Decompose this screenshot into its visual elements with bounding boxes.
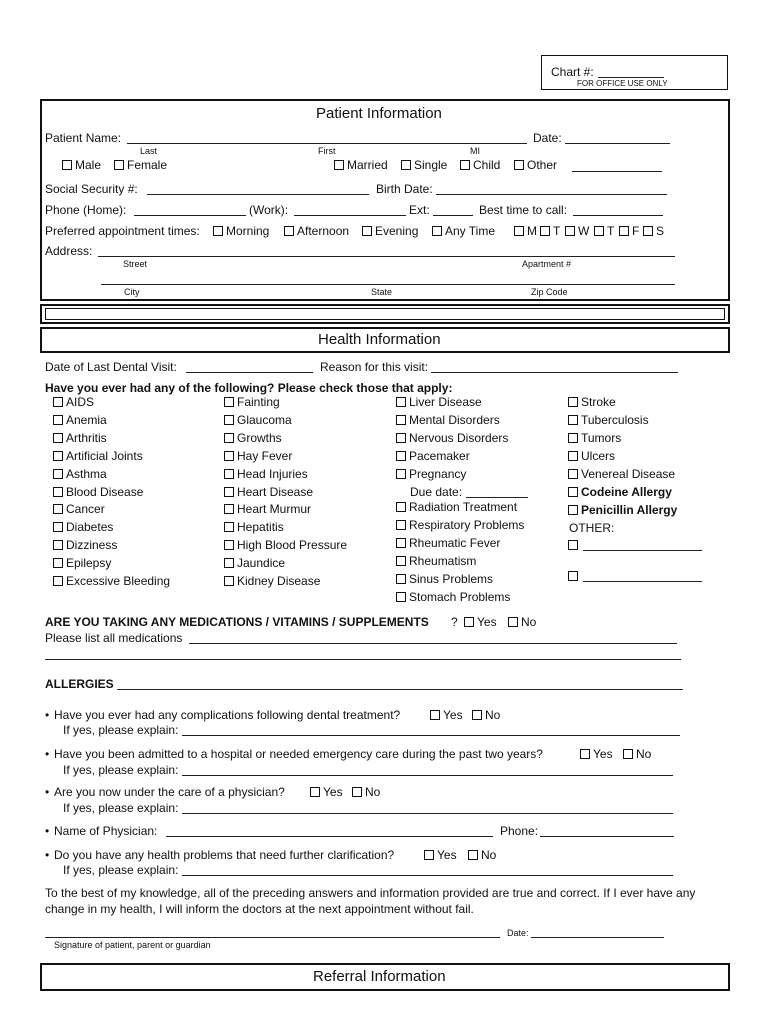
condition-label: Glaucoma: [237, 412, 292, 427]
day-option[interactable]: [594, 224, 614, 238]
explain-field[interactable]: [182, 875, 673, 876]
yes-checkbox[interactable]: [464, 617, 474, 627]
female-label: Female: [127, 158, 168, 172]
condition-option[interactable]: [568, 467, 675, 481]
condition-label: Heart Murmur: [237, 502, 312, 517]
no-label: No: [521, 615, 537, 629]
health-title: Health Information: [318, 331, 441, 348]
condition-checkbox[interactable]: [53, 504, 63, 514]
condition-label: Pregnancy: [409, 466, 467, 481]
condition-checkbox[interactable]: [53, 522, 63, 532]
condition-checkbox[interactable]: [53, 397, 63, 407]
condition-option[interactable]: [53, 502, 105, 516]
yes-checkbox[interactable]: [580, 749, 590, 759]
condition-label: Heart Disease: [237, 484, 314, 499]
condition-label: Rheumatism: [409, 553, 477, 568]
yes-label: Yes: [477, 615, 497, 629]
female-option[interactable]: [114, 158, 167, 172]
ssn-field[interactable]: [147, 194, 369, 195]
city-caption: City: [124, 287, 140, 297]
male-label: Male: [75, 158, 102, 172]
street-field[interactable]: [98, 256, 675, 257]
condition-label: Anemia: [66, 412, 107, 427]
condition-checkbox[interactable]: [224, 469, 234, 479]
condition-option[interactable]: [568, 413, 649, 427]
single-label: Single: [414, 158, 448, 172]
no-checkbox[interactable]: [472, 710, 482, 720]
explain-label: If yes, please explain:: [63, 723, 179, 737]
best-time-field[interactable]: [573, 215, 663, 216]
single-checkbox[interactable]: [401, 160, 411, 170]
condition-checkbox[interactable]: [568, 469, 578, 479]
day-checkbox[interactable]: [643, 226, 653, 236]
condition-option[interactable]: [396, 431, 508, 445]
office-use-label: FOR OFFICE USE ONLY: [577, 79, 668, 88]
condition-label: Pacemaker: [409, 448, 470, 463]
male-checkbox[interactable]: [62, 160, 72, 170]
patient-name-field[interactable]: [127, 143, 527, 144]
day-checkbox[interactable]: [514, 226, 524, 236]
codeine-label: Codeine Allergy: [581, 485, 672, 499]
day-label: F: [632, 224, 640, 238]
yes-label: Yes: [437, 848, 457, 862]
married-option[interactable]: [334, 158, 388, 172]
evening-checkbox[interactable]: [362, 226, 372, 236]
referral-title: Referral Information: [313, 968, 446, 985]
condition-checkbox[interactable]: [396, 502, 406, 512]
day-label: T: [607, 224, 615, 238]
no-label: No: [481, 848, 497, 862]
condition-checkbox[interactable]: [396, 451, 406, 461]
explain-field[interactable]: [182, 775, 673, 776]
condition-option[interactable]: [224, 538, 347, 552]
day-option[interactable]: [619, 224, 639, 238]
married-label: Married: [347, 158, 388, 172]
condition-checkbox[interactable]: [224, 397, 234, 407]
other-condition-2[interactable]: [568, 569, 581, 583]
condition-label: Hepatitis: [237, 520, 284, 535]
other-status-field[interactable]: [572, 171, 662, 172]
allergies-field[interactable]: [117, 689, 683, 690]
female-checkbox[interactable]: [114, 160, 124, 170]
condition-label: Asthma: [66, 466, 107, 481]
no-label: No: [365, 785, 381, 799]
phone-work-label: (Work):: [249, 203, 289, 217]
anytime-checkbox[interactable]: [432, 226, 442, 236]
phone-home-label: Phone (Home):: [45, 203, 127, 217]
q4-yes-option[interactable]: [424, 848, 457, 862]
condition-option[interactable]: [53, 395, 94, 409]
explain-label: If yes, please explain:: [63, 863, 179, 877]
apartment-caption: Apartment #: [522, 259, 572, 269]
ssn-label: Social Security #:: [45, 182, 138, 196]
condition-option[interactable]: [224, 467, 308, 481]
chart-label: Chart #:: [551, 65, 594, 79]
other-condition-1[interactable]: [568, 538, 581, 552]
condition-option[interactable]: [396, 467, 466, 481]
q4-no-option[interactable]: [468, 848, 496, 862]
physician-question: Are you now under the care of a physician?: [54, 785, 285, 799]
condition-checkbox[interactable]: [53, 415, 63, 425]
condition-checkbox[interactable]: [53, 540, 63, 550]
condition-checkbox[interactable]: [568, 451, 578, 461]
condition-checkbox[interactable]: [224, 540, 234, 550]
anytime-label: Any Time: [445, 224, 496, 238]
condition-option[interactable]: [396, 413, 500, 427]
condition-label: Head Injuries: [237, 466, 308, 481]
condition-label: Hay Fever: [237, 448, 293, 463]
other-condition-field[interactable]: [583, 581, 702, 582]
q1-yes-option[interactable]: [430, 708, 463, 722]
first-caption: First: [318, 146, 336, 156]
condition-checkbox[interactable]: [224, 433, 234, 443]
condition-option[interactable]: [53, 574, 170, 588]
condition-checkbox[interactable]: [396, 415, 406, 425]
condition-checkbox[interactable]: [224, 415, 234, 425]
no-label: No: [636, 747, 652, 761]
condition-option[interactable]: [224, 449, 292, 463]
ext-label: Ext:: [409, 203, 430, 217]
explain-label: If yes, please explain:: [63, 763, 179, 777]
zip-caption: Zip Code: [531, 287, 568, 297]
child-checkbox[interactable]: [460, 160, 470, 170]
condition-label: Tuberculosis: [581, 412, 649, 427]
codeine-checkbox[interactable]: [568, 487, 578, 497]
reason-field[interactable]: [431, 372, 678, 373]
condition-checkbox[interactable]: [224, 558, 234, 568]
condition-label: Liver Disease: [409, 395, 482, 409]
meds-list-label: Please list all medications: [45, 631, 183, 645]
condition-option[interactable]: [53, 413, 107, 427]
meds-list-field[interactable]: [189, 643, 677, 644]
condition-option[interactable]: [568, 431, 621, 445]
condition-option[interactable]: [224, 520, 284, 534]
reason-label: Reason for this visit:: [320, 360, 429, 374]
married-checkbox[interactable]: [334, 160, 344, 170]
day-label: M: [527, 224, 537, 238]
best-time-label: Best time to call:: [479, 203, 568, 217]
condition-checkbox[interactable]: [568, 397, 578, 407]
birth-date-label: Birth Date:: [376, 182, 433, 196]
patient-name-label: Patient Name:: [45, 131, 122, 145]
afternoon-option[interactable]: [284, 224, 349, 238]
condition-option[interactable]: [224, 485, 313, 499]
evening-label: Evening: [375, 224, 419, 238]
single-option[interactable]: [401, 158, 447, 172]
q3-no-option[interactable]: [352, 785, 380, 799]
condition-checkbox[interactable]: [224, 576, 234, 586]
physician-phone-label: Phone:: [500, 824, 539, 838]
mi-caption: MI: [470, 146, 480, 156]
condition-checkbox[interactable]: [224, 522, 234, 532]
explain-field[interactable]: [182, 813, 673, 814]
other-option[interactable]: [514, 158, 557, 172]
conditions-question: Have you ever had any of the following? Please check those that apply:: [45, 381, 453, 395]
condition-label: Excessive Bleeding: [66, 574, 171, 588]
condition-label: Jaundice: [237, 556, 286, 571]
yes-checkbox[interactable]: [424, 850, 434, 860]
condition-option[interactable]: [53, 520, 113, 534]
penicillin-label: Penicillin Allergy: [581, 503, 678, 517]
condition-label: Stroke: [581, 395, 616, 409]
codeine-option[interactable]: [568, 485, 672, 499]
condition-checkbox[interactable]: [396, 469, 406, 479]
ext-field[interactable]: [433, 215, 473, 216]
meds-yes-option[interactable]: [464, 615, 497, 629]
condition-option[interactable]: [396, 536, 500, 550]
morning-label: Morning: [226, 224, 270, 238]
condition-checkbox[interactable]: [396, 520, 406, 530]
section-separator-inner: [45, 308, 725, 320]
condition-checkbox[interactable]: [396, 592, 406, 602]
no-checkbox[interactable]: [623, 749, 633, 759]
birth-date-field[interactable]: [436, 194, 667, 195]
condition-label: Ulcers: [581, 448, 616, 463]
date-label: Date:: [533, 131, 562, 145]
q3-yes-option[interactable]: [310, 785, 343, 799]
phone-home-field[interactable]: [134, 215, 246, 216]
condition-option[interactable]: [224, 502, 311, 516]
bullet: •: [45, 848, 50, 862]
condition-checkbox[interactable]: [396, 397, 406, 407]
signature-field[interactable]: [45, 937, 500, 938]
afternoon-label: Afternoon: [297, 224, 350, 238]
condition-option[interactable]: [53, 431, 107, 445]
other-label: Other: [527, 158, 558, 172]
condition-option[interactable]: [396, 554, 476, 568]
day-checkbox[interactable]: [540, 226, 550, 236]
condition-label: Mental Disorders: [409, 412, 500, 427]
other-checkbox[interactable]: [514, 160, 524, 170]
bullet: •: [45, 747, 50, 761]
q2-no-option[interactable]: [623, 747, 651, 761]
condition-label: Kidney Disease: [237, 574, 321, 588]
condition-option[interactable]: [396, 395, 482, 409]
medications-question: ARE YOU TAKING ANY MEDICATIONS / VITAMINS / SUPPLEMENTS: [45, 615, 429, 629]
day-option[interactable]: [540, 224, 560, 238]
day-label: S: [656, 224, 665, 238]
condition-label: Nervous Disorders: [409, 430, 509, 445]
physician-name-label: Name of Physician:: [54, 824, 158, 838]
penicillin-checkbox[interactable]: [568, 505, 578, 515]
condition-option[interactable]: [224, 556, 285, 570]
condition-label: Arthritis: [66, 430, 107, 445]
bullet: •: [45, 785, 50, 799]
other-conditions-label: OTHER:: [569, 521, 615, 535]
street-caption: Street: [123, 259, 148, 269]
yes-checkbox[interactable]: [310, 787, 320, 797]
condition-label: Rheumatic Fever: [409, 535, 501, 550]
condition-label: Artificial Joints: [66, 448, 143, 463]
morning-option[interactable]: [213, 224, 269, 238]
condition-label: Fainting: [237, 395, 280, 409]
condition-checkbox[interactable]: [396, 433, 406, 443]
afternoon-checkbox[interactable]: [284, 226, 294, 236]
date-field[interactable]: [565, 143, 670, 144]
condition-checkbox[interactable]: [396, 538, 406, 548]
condition-label: Diabetes: [66, 520, 114, 535]
no-label: No: [485, 708, 501, 722]
city-field[interactable]: [101, 284, 675, 285]
yes-label: Yes: [593, 747, 613, 761]
other-condition-checkbox[interactable]: [568, 571, 578, 581]
condition-option[interactable]: [396, 449, 470, 463]
condition-label: Epilepsy: [66, 556, 112, 571]
address-label: Address:: [45, 244, 93, 258]
condition-option[interactable]: [396, 500, 517, 514]
condition-checkbox[interactable]: [53, 451, 63, 461]
meds-list-field-2[interactable]: [45, 659, 681, 660]
q1-no-option[interactable]: [472, 708, 500, 722]
condition-checkbox[interactable]: [568, 415, 578, 425]
due-date-field[interactable]: [466, 497, 528, 498]
condition-option[interactable]: [568, 449, 615, 463]
evening-option[interactable]: [362, 224, 418, 238]
chart-number-line[interactable]: [598, 77, 664, 78]
day-option[interactable]: [565, 224, 589, 238]
condition-checkbox[interactable]: [224, 487, 234, 497]
condition-checkbox[interactable]: [224, 504, 234, 514]
patient-title: Patient Information: [316, 105, 442, 122]
day-label: W: [578, 224, 590, 238]
condition-checkbox[interactable]: [53, 469, 63, 479]
day-option[interactable]: [514, 224, 537, 238]
condition-label: Dizziness: [66, 538, 118, 553]
condition-checkbox[interactable]: [224, 451, 234, 461]
physician-phone-field[interactable]: [540, 836, 674, 837]
condition-option[interactable]: [53, 538, 117, 552]
anytime-option[interactable]: [432, 224, 495, 238]
signature-date-label: Date:: [507, 928, 529, 938]
condition-checkbox[interactable]: [568, 433, 578, 443]
condition-option[interactable]: [53, 556, 111, 570]
male-option[interactable]: [62, 158, 101, 172]
day-checkbox[interactable]: [594, 226, 604, 236]
no-checkbox[interactable]: [352, 787, 362, 797]
q2-yes-option[interactable]: [580, 747, 613, 761]
condition-label: Blood Disease: [66, 484, 144, 499]
condition-label: High Blood Pressure: [237, 538, 348, 553]
condition-option[interactable]: [568, 395, 616, 409]
hospital-question: Have you been admitted to a hospital or needed emergency care during the past two years?: [54, 747, 543, 761]
day-checkbox[interactable]: [619, 226, 629, 236]
condition-option[interactable]: [396, 590, 510, 604]
state-caption: State: [371, 287, 393, 297]
condition-label: Sinus Problems: [409, 571, 494, 586]
no-checkbox[interactable]: [468, 850, 478, 860]
day-option[interactable]: [643, 224, 664, 238]
complications-question: Have you ever had any complications following dental treatment?: [54, 708, 401, 722]
condition-option[interactable]: [53, 485, 143, 499]
no-checkbox[interactable]: [508, 617, 518, 627]
allergies-label: ALLERGIES: [45, 677, 114, 691]
child-label: Child: [473, 158, 501, 172]
day-label: T: [553, 224, 561, 238]
condition-label: Tumors: [581, 430, 622, 445]
explain-field[interactable]: [182, 735, 680, 736]
condition-label: Venereal Disease: [581, 466, 676, 481]
condition-label: Respiratory Problems: [409, 517, 525, 532]
bullet: •: [45, 824, 50, 838]
condition-option[interactable]: [53, 467, 107, 481]
condition-label: Radiation Treatment: [409, 500, 518, 514]
condition-option[interactable]: [53, 449, 143, 463]
last-visit-field[interactable]: [186, 372, 313, 373]
bullet: •: [45, 708, 50, 722]
yes-checkbox[interactable]: [430, 710, 440, 720]
explain-label: If yes, please explain:: [63, 801, 179, 815]
condition-checkbox[interactable]: [53, 576, 63, 586]
condition-option[interactable]: [224, 413, 292, 427]
patient-section: [40, 99, 730, 301]
other-condition-field[interactable]: [583, 550, 702, 551]
due-date-label: Due date:: [410, 485, 463, 499]
pref-times-label: Preferred appointment times:: [45, 224, 200, 238]
condition-checkbox[interactable]: [53, 433, 63, 443]
meds-no-option[interactable]: [508, 615, 536, 629]
penicillin-option[interactable]: [568, 503, 677, 517]
condition-checkbox[interactable]: [53, 487, 63, 497]
condition-label: Cancer: [66, 502, 105, 517]
last-caption: Last: [140, 146, 158, 156]
condition-label: Growths: [237, 430, 282, 445]
question-mark: ?: [451, 615, 458, 629]
attestation-text: To the best of my knowledge, all of the preceding answers and information provided are true and correct. If I ever have any change in my health, I will inform the doctors at the next appointment without fail.: [45, 886, 696, 916]
last-visit-label: Date of Last Dental Visit:: [45, 360, 177, 374]
condition-label: Stomach Problems: [409, 589, 511, 604]
yes-label: Yes: [323, 785, 343, 799]
physician-name-field[interactable]: [166, 836, 493, 837]
condition-option[interactable]: [224, 574, 320, 588]
condition-option[interactable]: [396, 518, 524, 532]
condition-label: AIDS: [66, 395, 95, 409]
health-problems-question: Do you have any health problems that need further clarification?: [54, 848, 395, 862]
condition-checkbox[interactable]: [53, 558, 63, 568]
signature-date-field[interactable]: [531, 937, 664, 938]
condition-option[interactable]: [396, 572, 493, 586]
signature-caption: Signature of patient, parent or guardian: [54, 940, 211, 950]
condition-checkbox[interactable]: [396, 556, 406, 566]
condition-option[interactable]: [224, 431, 282, 445]
condition-option[interactable]: [224, 395, 280, 409]
child-option[interactable]: [460, 158, 500, 172]
yes-label: Yes: [443, 708, 463, 722]
phone-work-field[interactable]: [294, 215, 406, 216]
other-condition-checkbox[interactable]: [568, 540, 578, 550]
day-checkbox[interactable]: [565, 226, 575, 236]
condition-checkbox[interactable]: [396, 574, 406, 584]
morning-checkbox[interactable]: [213, 226, 223, 236]
